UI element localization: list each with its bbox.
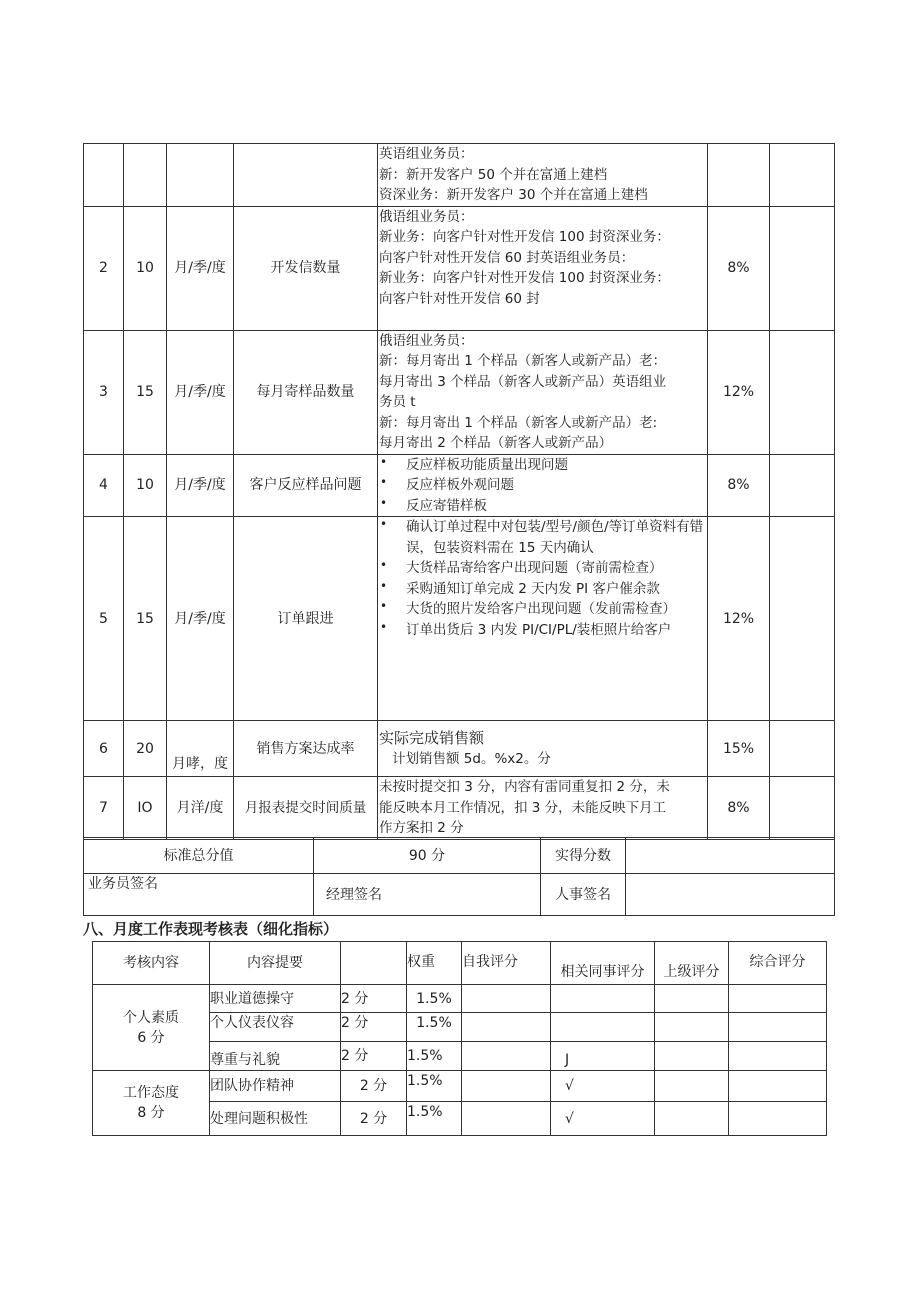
item-weight: 1.5% (407, 985, 462, 1013)
bullet-item: • 反应样板功能质量出现问题 (378, 455, 707, 476)
manager-signature-label: 经理签名 (326, 886, 382, 903)
desc-line: 新：每月寄出 1 个样品（新客人或新产品）老： (379, 353, 667, 369)
bullet-item: • 反应样板外观问题 (378, 475, 707, 496)
desc-line: 每月寄出 3 个样品（新客人或新产品）英语组业 (379, 373, 667, 390)
desc-line: 英语组业务员： (379, 146, 474, 162)
group-subtitle: 6 分 (137, 1029, 165, 1046)
standard-score-label: 标准总分值 (84, 838, 314, 874)
salesman-signature-label: 业务员签名 (88, 876, 158, 892)
section-title: 八、月度工作表现考核表（细化指标） (83, 921, 339, 938)
kpi-result (770, 144, 835, 207)
overall-score-field[interactable] (729, 1042, 827, 1071)
group-title: 工作态度 (123, 1085, 179, 1101)
superior-score-field[interactable] (655, 1042, 729, 1071)
actual-score-field[interactable] (626, 838, 835, 874)
kpi-weight: 12% (708, 517, 770, 721)
kpi-result (770, 454, 835, 517)
formula-denominator: 计划销售额 5d。%x2。分 (392, 750, 551, 767)
kpi-desc (378, 144, 708, 207)
desc-line: 俄语组业务员： (379, 332, 474, 349)
bullet-item: • 订单出货后 3 内发 PI/CI/PL/装柜照片给客户 (378, 620, 707, 641)
header-cell: 上级评分 (655, 942, 729, 985)
kpi-result (770, 721, 835, 777)
item-label: 尊重与礼貌 (210, 1042, 341, 1071)
kpi-result (770, 517, 835, 721)
manager-signature-field[interactable] (314, 874, 541, 916)
desc-line: 新：每月寄出 1 个样品（新客人或新产品）老: (379, 414, 658, 431)
item-weight: 1.5% (407, 1102, 462, 1136)
kpi-name: 每月寄样品数量 (234, 330, 378, 454)
item-weight: 1.5% (407, 1013, 462, 1042)
kpi-no: 4 (84, 454, 124, 517)
item-weight: 1.5% (407, 1071, 462, 1102)
item-score: 2 分 (341, 1102, 407, 1136)
kpi-desc (378, 721, 708, 777)
item-score: 2 分 (341, 1071, 407, 1102)
colleague-score-field[interactable]: √ (551, 1102, 655, 1136)
header-cell: 自我评分 (462, 942, 551, 985)
salesman-signature-field[interactable] (84, 874, 314, 916)
hr-signature-label: 人事签名 (541, 874, 626, 916)
bullet-list (378, 455, 707, 517)
header-cell: 内容提要 (210, 942, 341, 985)
kpi-no: 6 (84, 721, 124, 777)
item-score: 2 分 (341, 985, 407, 1013)
overall-score-field[interactable] (729, 1071, 827, 1102)
kpi-score (124, 144, 167, 207)
bullet-item: • 大货样品寄给客户出现问题（寄前需检查） (378, 558, 707, 579)
desc-line: 向客户针对性开发信 60 封英语组业务员： (379, 249, 635, 266)
item-score: 2 分 (341, 1013, 407, 1042)
overall-score-field[interactable] (729, 1102, 827, 1136)
desc-line: 务员 t (379, 394, 416, 410)
group-subtitle: 8 分 (137, 1105, 165, 1121)
desc-line: 向客户针对性开发信 60 封 (379, 290, 540, 307)
kpi-no: 7 (84, 777, 124, 840)
desc-line: 俄语组业务员： (379, 208, 474, 225)
kpi-no: 3 (84, 330, 124, 454)
kpi-period: 月/季/度 (167, 330, 234, 454)
kpi-name: 订单跟进 (234, 517, 378, 721)
self-score-field[interactable] (462, 1013, 551, 1042)
header-cell (341, 942, 407, 985)
kpi-name: 开发信数量 (234, 206, 378, 330)
kpi-row (84, 144, 835, 207)
monthly-appraisal-table (92, 941, 827, 1136)
kpi-score: 15 (124, 330, 167, 454)
kpi-score: 10 (124, 454, 167, 517)
superior-score-field[interactable] (655, 985, 729, 1013)
kpi-weight (708, 144, 770, 207)
kpi-row (84, 330, 835, 454)
group-title-cell (93, 1071, 210, 1136)
colleague-score-field[interactable]: J (551, 1042, 655, 1071)
kpi-row (84, 777, 835, 840)
kpi-score: 10 (124, 206, 167, 330)
kpi-period: 月洋/度 (167, 777, 234, 840)
kpi-weight: 12% (708, 330, 770, 454)
kpi-desc (378, 330, 708, 454)
kpi-period (167, 144, 234, 207)
bullet-item: • 反应寄错样板 (378, 496, 707, 517)
kpi-result (770, 330, 835, 454)
kpi-weight: 8% (708, 777, 770, 840)
kpi-weight: 8% (708, 454, 770, 517)
kpi-row (84, 206, 835, 330)
kpi-period: 月哮，度 (167, 721, 234, 777)
bullet-item: • 大货的照片发给客户出现问题（发前需检查） (378, 599, 707, 620)
kpi-name (234, 144, 378, 207)
header-row (93, 942, 827, 985)
kpi-weight: 15% (708, 721, 770, 777)
kpi-desc (378, 206, 708, 330)
desc-line: 每月寄出 2 个样品（新客人或新产品） (379, 435, 613, 451)
desc-line: 未按时提交扣 3 分，内容有雷同重复扣 2 分，未 (379, 779, 670, 795)
desc-line: 新业务：向客户针对性开发信 100 封资深业务： (379, 270, 670, 286)
kpi-no: 2 (84, 206, 124, 330)
desc-line: 作方案扣 2 分 (379, 820, 464, 836)
item-score: 2 分 (341, 1042, 407, 1071)
kpi-name: 客户反应样品问题 (234, 454, 378, 517)
kpi-row (84, 454, 835, 517)
group-title-cell (93, 985, 210, 1071)
desc-line: 能反映本月工作情况，扣 3 分，未能反映下月工 (379, 799, 667, 816)
standard-score-value: 90 分 (314, 838, 541, 874)
self-score-field[interactable] (462, 1042, 551, 1071)
superior-score-field[interactable] (655, 1102, 729, 1136)
table-row (93, 1071, 827, 1102)
item-label: 处理问题积极性 (210, 1102, 341, 1136)
self-score-field[interactable] (462, 1102, 551, 1136)
kpi-no (84, 144, 124, 207)
item-label: 团队协作精神 (210, 1071, 341, 1102)
kpi-period: 月/季/度 (167, 517, 234, 721)
kpi-desc (378, 454, 708, 517)
superior-score-field[interactable] (655, 1013, 729, 1042)
kpi-row (84, 517, 835, 721)
header-cell: 考核内容 (93, 942, 210, 985)
kpi-desc (378, 517, 708, 721)
item-label: 个人仪表仪容 (210, 1013, 341, 1042)
kpi-period: 月/季/度 (167, 206, 234, 330)
actual-score-label: 实得分数 (541, 838, 626, 874)
kpi-weight: 8% (708, 206, 770, 330)
kpi-result (770, 777, 835, 840)
desc-line: 新：新开发客户 50 个并在富通上建档 (379, 166, 608, 183)
bullet-item: • 采购通知订单完成 2 天内发 PI 客户催余款 (378, 579, 707, 600)
kpi-score: 15 (124, 517, 167, 721)
kpi-score: IO (124, 777, 167, 840)
kpi-no: 5 (84, 517, 124, 721)
kpi-row (84, 721, 835, 777)
self-score-field[interactable] (462, 985, 551, 1013)
item-weight: 1.5% (407, 1042, 462, 1071)
desc-line: 资深业务：新开发客户 30 个并在富通上建档 (379, 187, 648, 203)
colleague-score-field[interactable] (551, 985, 655, 1013)
kpi-period: 月/季/度 (167, 454, 234, 517)
overall-score-field[interactable] (729, 1013, 827, 1042)
group-title: 个人素质 (123, 1009, 179, 1026)
kpi-name: 月报表提交时间质量 (234, 777, 378, 840)
bullet-item: • 确认订单过程中对包装/型号/颜色/等订单资料有错误，包装资料需在 15 天内确认 (378, 517, 707, 558)
header-cell: 相关同事评分 (551, 942, 655, 985)
colleague-score-field[interactable]: √ (551, 1071, 655, 1102)
kpi-result (770, 206, 835, 330)
kpi-name: 销售方案达成率 (234, 721, 378, 777)
totals-table (83, 837, 835, 916)
kpi-desc (378, 777, 708, 840)
kpi-table (83, 143, 835, 840)
overall-score-field[interactable] (729, 985, 827, 1013)
hr-signature-field[interactable] (626, 874, 835, 916)
bullet-list (378, 517, 707, 640)
header-cell: 权重 (407, 942, 462, 985)
table-row (93, 985, 827, 1013)
colleague-score-field[interactable] (551, 1013, 655, 1042)
formula-numerator: 实际完成销售额 (379, 729, 485, 747)
self-score-field[interactable] (462, 1071, 551, 1102)
item-label: 职业道德操守 (210, 985, 341, 1013)
desc-line: 新业务：向客户针对性开发信 100 封资深业务： (379, 229, 670, 245)
header-cell: 综合评分 (729, 942, 827, 985)
kpi-score: 20 (124, 721, 167, 777)
superior-score-field[interactable] (655, 1071, 729, 1102)
